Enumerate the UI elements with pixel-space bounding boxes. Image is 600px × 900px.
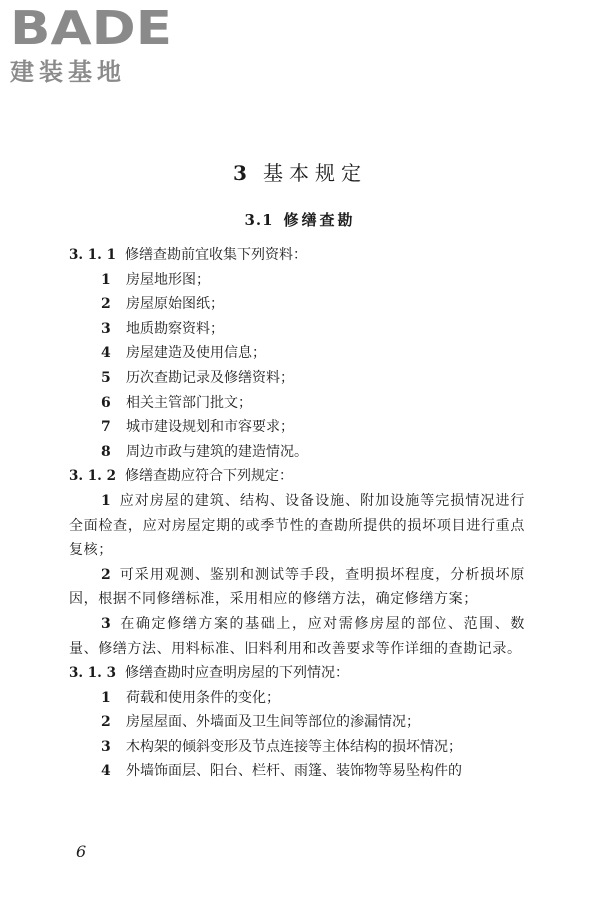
item-text: 木构架的倾斜变形及节点连接等主体结构的损坏情况；: [126, 738, 462, 755]
bade-logo-icon: [10, 4, 174, 50]
list-item: [69, 292, 525, 317]
item-text: 房屋原始图纸；: [126, 296, 224, 313]
document-body: [69, 243, 525, 784]
item-text: 荷载和使用条件的变化；: [126, 689, 280, 706]
item-text: 房屋建造及使用信息；: [126, 345, 266, 362]
item-number: 2: [101, 296, 111, 313]
item-number: 7: [101, 419, 111, 436]
page-number: 6: [76, 842, 87, 861]
paragraph: [69, 563, 525, 612]
list-item: [69, 391, 525, 416]
paragraph-text: 在确定修缮方案的基础上，应对需修房屋的部位、范围、数量、修缮方法、用料标准、旧料利用和改善要求等作详细的查勘记录。: [69, 615, 525, 657]
paragraph: [69, 612, 525, 661]
item-text: 相关主管部门批文；: [126, 394, 252, 411]
clause-text: 修缮查勘时应查明房屋的下列情况：: [125, 665, 349, 682]
item-number: 2: [101, 714, 111, 731]
list-item: [69, 686, 525, 711]
list-item: [69, 268, 525, 293]
section-title-text: 修缮查勘: [283, 211, 356, 229]
list-item: [69, 710, 525, 735]
item-number: 3: [101, 615, 112, 632]
list-item: [69, 341, 525, 366]
item-number: 3: [101, 320, 111, 337]
item-number: 2: [101, 566, 112, 583]
clause-text: 修缮查勘前宜收集下列资料：: [125, 247, 307, 263]
item-number: 1: [101, 689, 111, 706]
clause-number: 3. 1. 3: [69, 665, 116, 682]
clause-3-1-2: [69, 464, 525, 489]
list-item: [69, 366, 525, 391]
item-number: 8: [101, 443, 111, 460]
item-text: 历次查勘记录及修缮资料；: [126, 369, 294, 386]
clause-3-1-3: [69, 661, 525, 686]
item-number: 1: [101, 492, 112, 509]
clause-number: 3. 1. 2: [69, 468, 116, 485]
item-number: 5: [101, 369, 111, 386]
item-text: 城市建设规划和市容要求；: [126, 419, 294, 436]
section-title: [0, 209, 600, 230]
list-item: [69, 735, 525, 760]
item-text: 房屋地形图；: [126, 271, 210, 288]
item-number: 6: [101, 394, 111, 411]
clause-3-1-1: [69, 243, 525, 268]
item-number: 4: [101, 763, 111, 780]
section-number: 3.1: [244, 211, 274, 229]
item-text: 房屋屋面、外墙面及卫生间等部位的渗漏情况；: [126, 714, 420, 731]
paragraph: [69, 489, 525, 563]
list-item: [69, 415, 525, 440]
clause-text: 修缮查勘应符合下列规定：: [125, 468, 293, 485]
item-number: 4: [101, 345, 111, 362]
list-item: [69, 759, 525, 784]
clause-number: 3. 1. 1: [69, 247, 116, 263]
chapter-title: [0, 157, 600, 186]
logo-brand-text: BADE: [10, 4, 172, 50]
chapter-title-text: 基本规定: [262, 161, 367, 185]
paragraph-text: 应对房屋的建筑、结构、设备设施、附加设施等完损情况进行全面检查，应对房屋定期的或季节性的查勘所提供的损坏项目进行重点复核；: [69, 492, 525, 559]
item-text: 周边市政与建筑的建造情况。: [126, 443, 308, 460]
item-number: 1: [101, 271, 111, 288]
chapter-number: 3: [233, 161, 253, 185]
item-text: 外墙饰面层、阳台、栏杆、雨篷、装饰物等易坠构件的: [126, 763, 462, 780]
item-number: 3: [101, 738, 111, 755]
logo: [10, 4, 180, 87]
item-text: 地质勘察资料；: [126, 320, 224, 337]
list-item: [69, 317, 525, 342]
list-item: [69, 440, 525, 465]
paragraph-text: 可采用观测、鉴别和测试等手段，查明损坏程度，分析损坏原因，根据不同修缮标准，采用相应的修缮方法，确定修缮方案；: [69, 566, 525, 608]
logo-subtitle: 建装基地: [10, 58, 126, 86]
